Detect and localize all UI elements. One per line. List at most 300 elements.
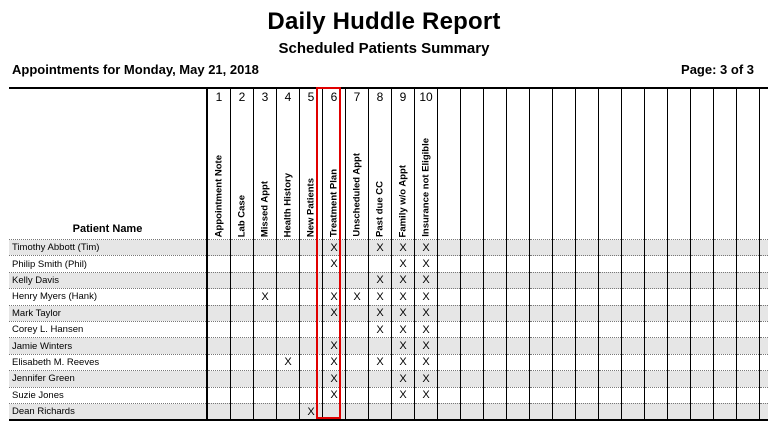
mark-cell xyxy=(254,240,277,256)
mark-cell xyxy=(231,289,254,305)
patient-name-header: Patient Name xyxy=(72,223,143,235)
empty-cell xyxy=(691,256,714,272)
empty-cell xyxy=(530,272,553,288)
empty-cell xyxy=(622,289,645,305)
empty-cell xyxy=(461,371,484,387)
empty-cell xyxy=(484,289,507,305)
mark-cell: X xyxy=(415,289,438,305)
column-number: 2 xyxy=(238,90,246,104)
patient-name-cell: Elisabeth M. Reeves xyxy=(9,354,207,370)
empty-cell xyxy=(760,354,768,370)
mark-cell xyxy=(207,338,231,354)
mark-cell xyxy=(277,371,300,387)
empty-cell xyxy=(691,272,714,288)
table-row xyxy=(9,354,768,370)
empty-cell xyxy=(599,387,622,403)
column-number: 1 xyxy=(215,90,223,104)
empty-cell xyxy=(714,272,737,288)
mark-cell: X xyxy=(392,305,415,321)
patient-name-cell: Philip Smith (Phil) xyxy=(9,256,207,272)
empty-cell xyxy=(714,321,737,337)
empty-cell xyxy=(461,256,484,272)
empty-cell xyxy=(737,256,760,272)
empty-cell xyxy=(645,256,668,272)
mark-cell xyxy=(254,321,277,337)
patient-name-cell: Corey L. Hansen xyxy=(9,321,207,337)
column-number: 4 xyxy=(284,90,292,104)
mark-cell xyxy=(207,256,231,272)
empty-cell xyxy=(645,305,668,321)
empty-column-header xyxy=(553,88,576,240)
mark-cell: X xyxy=(346,289,369,305)
mark-cell xyxy=(300,321,323,337)
empty-cell xyxy=(553,387,576,403)
empty-column-header xyxy=(507,88,530,240)
empty-cell xyxy=(576,240,599,256)
empty-cell xyxy=(760,387,768,403)
empty-cell xyxy=(691,338,714,354)
empty-cell xyxy=(668,289,691,305)
mark-cell xyxy=(346,256,369,272)
mark-cell: X xyxy=(323,354,346,370)
empty-cell xyxy=(668,240,691,256)
mark-cell xyxy=(254,305,277,321)
empty-cell xyxy=(737,321,760,337)
mark-cell: X xyxy=(392,240,415,256)
mark-cell xyxy=(346,403,369,420)
empty-column-header xyxy=(461,88,484,240)
empty-cell xyxy=(645,371,668,387)
mark-cell: X xyxy=(392,289,415,305)
mark-cell: X xyxy=(369,305,392,321)
empty-cell xyxy=(599,289,622,305)
empty-cell xyxy=(576,256,599,272)
mark-cell xyxy=(346,240,369,256)
empty-cell xyxy=(461,305,484,321)
patient-name-cell: Timothy Abbott (Tim) xyxy=(9,240,207,256)
empty-cell xyxy=(553,354,576,370)
empty-cell xyxy=(645,272,668,288)
empty-cell xyxy=(438,240,461,256)
mark-cell: X xyxy=(300,403,323,420)
empty-cell xyxy=(438,305,461,321)
empty-cell xyxy=(714,387,737,403)
empty-cell xyxy=(668,256,691,272)
empty-cell xyxy=(599,338,622,354)
empty-cell xyxy=(530,321,553,337)
empty-cell xyxy=(553,321,576,337)
empty-cell xyxy=(645,338,668,354)
empty-cell xyxy=(737,387,760,403)
column-header-2 xyxy=(231,88,254,240)
mark-cell xyxy=(300,338,323,354)
column-header-7 xyxy=(346,88,369,240)
empty-cell xyxy=(622,321,645,337)
empty-cell xyxy=(760,256,768,272)
mark-cell xyxy=(231,371,254,387)
column-label: Insurance not Eligible xyxy=(420,138,432,237)
mark-cell: X xyxy=(369,240,392,256)
empty-cell xyxy=(553,338,576,354)
report-title: Daily Huddle Report xyxy=(267,8,501,35)
table-row xyxy=(9,305,768,321)
patient-name-cell: Suzie Jones xyxy=(9,387,207,403)
mark-cell xyxy=(300,305,323,321)
empty-cell xyxy=(461,403,484,420)
empty-cell xyxy=(484,371,507,387)
empty-cell xyxy=(507,240,530,256)
empty-cell xyxy=(507,387,530,403)
empty-column-header xyxy=(599,88,622,240)
huddle-table xyxy=(9,87,768,421)
column-number: 10 xyxy=(419,90,433,104)
empty-cell xyxy=(760,289,768,305)
empty-cell xyxy=(645,403,668,420)
column-header-8 xyxy=(369,88,392,240)
mark-cell xyxy=(323,403,346,420)
mark-cell xyxy=(392,403,415,420)
mark-cell xyxy=(231,305,254,321)
patient-name-cell: Jennifer Green xyxy=(9,371,207,387)
table-row xyxy=(9,256,768,272)
empty-cell xyxy=(553,256,576,272)
empty-cell xyxy=(461,272,484,288)
mark-cell xyxy=(207,387,231,403)
empty-cell xyxy=(645,289,668,305)
column-label: New Patients xyxy=(305,177,317,237)
mark-cell xyxy=(346,371,369,387)
mark-cell xyxy=(346,321,369,337)
mark-cell: X xyxy=(369,272,392,288)
empty-cell xyxy=(714,305,737,321)
empty-cell xyxy=(507,354,530,370)
column-header-4 xyxy=(277,88,300,240)
empty-cell xyxy=(576,272,599,288)
mark-cell xyxy=(254,371,277,387)
empty-cell xyxy=(576,403,599,420)
empty-cell xyxy=(599,354,622,370)
mark-cell xyxy=(300,371,323,387)
empty-cell xyxy=(507,272,530,288)
empty-cell xyxy=(438,387,461,403)
table-row xyxy=(9,321,768,337)
column-header-5 xyxy=(300,88,323,240)
report-subtitle: Scheduled Patients Summary xyxy=(278,40,490,57)
empty-cell xyxy=(530,387,553,403)
empty-cell xyxy=(737,338,760,354)
mark-cell xyxy=(277,387,300,403)
mark-cell xyxy=(369,387,392,403)
empty-cell xyxy=(599,240,622,256)
mark-cell xyxy=(231,256,254,272)
empty-cell xyxy=(461,240,484,256)
mark-cell: X xyxy=(369,321,392,337)
mark-cell xyxy=(254,403,277,420)
empty-cell xyxy=(484,305,507,321)
mark-cell xyxy=(231,387,254,403)
empty-cell xyxy=(530,305,553,321)
empty-cell xyxy=(461,354,484,370)
mark-cell xyxy=(207,272,231,288)
mark-cell xyxy=(415,403,438,420)
column-number: 3 xyxy=(261,90,269,104)
mark-cell xyxy=(254,354,277,370)
mark-cell: X xyxy=(392,272,415,288)
empty-column-header xyxy=(438,88,461,240)
mark-cell: X xyxy=(415,387,438,403)
table-row xyxy=(9,371,768,387)
empty-cell xyxy=(576,305,599,321)
empty-cell xyxy=(530,371,553,387)
empty-cell xyxy=(714,371,737,387)
mark-cell xyxy=(369,338,392,354)
mark-cell xyxy=(231,321,254,337)
empty-cell xyxy=(691,289,714,305)
mark-cell: X xyxy=(323,289,346,305)
column-number: 9 xyxy=(399,90,407,104)
mark-cell xyxy=(300,240,323,256)
mark-cell xyxy=(254,256,277,272)
mark-cell xyxy=(346,338,369,354)
mark-cell xyxy=(207,321,231,337)
empty-cell xyxy=(737,240,760,256)
empty-cell xyxy=(553,305,576,321)
empty-cell xyxy=(737,272,760,288)
empty-cell xyxy=(668,305,691,321)
mark-cell: X xyxy=(392,321,415,337)
empty-cell xyxy=(438,289,461,305)
mark-cell xyxy=(346,272,369,288)
empty-column-header xyxy=(484,88,507,240)
mark-cell xyxy=(277,338,300,354)
empty-cell xyxy=(576,338,599,354)
empty-column-header xyxy=(645,88,668,240)
column-header-6 xyxy=(323,88,346,240)
empty-cell xyxy=(622,371,645,387)
mark-cell: X xyxy=(323,338,346,354)
empty-cell xyxy=(553,289,576,305)
table-row xyxy=(9,387,768,403)
column-label: Past due CC xyxy=(374,181,386,237)
empty-cell xyxy=(760,321,768,337)
empty-cell xyxy=(553,371,576,387)
mark-cell xyxy=(346,305,369,321)
empty-cell xyxy=(530,289,553,305)
mark-cell xyxy=(277,272,300,288)
empty-cell xyxy=(714,354,737,370)
empty-cell xyxy=(484,272,507,288)
mark-cell xyxy=(369,256,392,272)
mark-cell xyxy=(369,371,392,387)
empty-cell xyxy=(737,305,760,321)
mark-cell: X xyxy=(392,387,415,403)
empty-cell xyxy=(438,272,461,288)
empty-cell xyxy=(438,371,461,387)
column-header-10 xyxy=(415,88,438,240)
mark-cell: X xyxy=(323,371,346,387)
mark-cell xyxy=(254,338,277,354)
empty-cell xyxy=(691,371,714,387)
patient-name-cell: Jamie Winters xyxy=(9,338,207,354)
empty-cell xyxy=(737,289,760,305)
mark-cell xyxy=(207,240,231,256)
empty-cell xyxy=(484,256,507,272)
empty-cell xyxy=(691,403,714,420)
mark-cell xyxy=(207,289,231,305)
empty-cell xyxy=(461,321,484,337)
empty-cell xyxy=(760,371,768,387)
empty-cell xyxy=(438,256,461,272)
empty-cell xyxy=(530,256,553,272)
empty-cell xyxy=(507,289,530,305)
empty-cell xyxy=(576,371,599,387)
empty-cell xyxy=(576,289,599,305)
column-number: 8 xyxy=(376,90,384,104)
empty-cell xyxy=(714,403,737,420)
empty-column-header xyxy=(576,88,599,240)
empty-column-header xyxy=(530,88,553,240)
mark-cell xyxy=(231,354,254,370)
mark-cell xyxy=(207,354,231,370)
mark-cell xyxy=(300,354,323,370)
empty-cell xyxy=(645,354,668,370)
empty-cell xyxy=(622,387,645,403)
empty-cell xyxy=(714,240,737,256)
empty-cell xyxy=(599,321,622,337)
empty-cell xyxy=(599,305,622,321)
column-number: 5 xyxy=(307,90,315,104)
empty-column-header xyxy=(622,88,645,240)
empty-cell xyxy=(668,371,691,387)
mark-cell: X xyxy=(392,354,415,370)
column-label: Lab Case xyxy=(236,194,248,237)
patient-name-cell: Kelly Davis xyxy=(9,272,207,288)
empty-cell xyxy=(668,387,691,403)
mark-cell: X xyxy=(323,305,346,321)
patient-name-cell: Mark Taylor xyxy=(9,305,207,321)
table-row xyxy=(9,338,768,354)
empty-cell xyxy=(622,305,645,321)
mark-cell xyxy=(323,272,346,288)
empty-cell xyxy=(507,338,530,354)
mark-cell: X xyxy=(392,371,415,387)
mark-cell xyxy=(277,240,300,256)
patient-name-cell: Henry Myers (Hank) xyxy=(9,289,207,305)
empty-cell xyxy=(599,256,622,272)
column-label: Appointment Note xyxy=(213,154,225,237)
empty-cell xyxy=(484,387,507,403)
empty-column-header xyxy=(737,88,760,240)
mark-cell: X xyxy=(415,256,438,272)
mark-cell xyxy=(254,387,277,403)
empty-cell xyxy=(461,289,484,305)
mark-cell xyxy=(231,403,254,420)
column-header-9 xyxy=(392,88,415,240)
mark-cell: X xyxy=(392,338,415,354)
empty-cell xyxy=(737,403,760,420)
empty-cell xyxy=(760,338,768,354)
empty-cell xyxy=(714,289,737,305)
mark-cell xyxy=(277,321,300,337)
mark-cell xyxy=(369,403,392,420)
mark-cell xyxy=(207,371,231,387)
empty-cell xyxy=(668,403,691,420)
column-number: 7 xyxy=(353,90,361,104)
mark-cell xyxy=(231,338,254,354)
table-body xyxy=(9,240,768,421)
empty-cell xyxy=(622,338,645,354)
table-row xyxy=(9,272,768,288)
column-label: Family w/o Appt xyxy=(397,164,409,237)
empty-cell xyxy=(645,321,668,337)
mark-cell xyxy=(300,289,323,305)
column-label: Missed Appt xyxy=(259,180,271,237)
empty-cell xyxy=(691,321,714,337)
empty-cell xyxy=(622,272,645,288)
empty-cell xyxy=(691,354,714,370)
empty-cell xyxy=(438,403,461,420)
mark-cell xyxy=(207,305,231,321)
mark-cell: X xyxy=(392,256,415,272)
empty-cell xyxy=(760,305,768,321)
empty-cell xyxy=(714,256,737,272)
mark-cell xyxy=(323,321,346,337)
column-label: Treatment Plan xyxy=(328,168,340,237)
empty-cell xyxy=(737,371,760,387)
empty-cell xyxy=(553,403,576,420)
mark-cell: X xyxy=(323,240,346,256)
mark-cell xyxy=(346,387,369,403)
column-label: Health History xyxy=(282,172,294,237)
mark-cell: X xyxy=(415,338,438,354)
mark-cell: X xyxy=(369,289,392,305)
empty-column-header xyxy=(760,88,768,240)
empty-cell xyxy=(645,240,668,256)
empty-cell xyxy=(599,371,622,387)
empty-cell xyxy=(507,256,530,272)
empty-cell xyxy=(760,403,768,420)
page-number-label: Page: 3 of 3 xyxy=(681,62,754,77)
empty-cell xyxy=(668,354,691,370)
column-label: Unscheduled Appt xyxy=(351,153,363,237)
empty-cell xyxy=(760,240,768,256)
empty-cell xyxy=(691,387,714,403)
empty-cell xyxy=(507,305,530,321)
mark-cell xyxy=(300,272,323,288)
mark-cell: X xyxy=(415,272,438,288)
empty-cell xyxy=(668,338,691,354)
mark-cell xyxy=(300,387,323,403)
empty-cell xyxy=(576,387,599,403)
mark-cell xyxy=(277,305,300,321)
empty-cell xyxy=(530,403,553,420)
empty-cell xyxy=(622,354,645,370)
empty-cell xyxy=(622,240,645,256)
empty-cell xyxy=(553,272,576,288)
mark-cell xyxy=(346,354,369,370)
empty-cell xyxy=(507,371,530,387)
empty-cell xyxy=(599,403,622,420)
empty-cell xyxy=(553,240,576,256)
mark-cell xyxy=(277,403,300,420)
empty-cell xyxy=(530,240,553,256)
empty-cell xyxy=(668,321,691,337)
empty-cell xyxy=(438,338,461,354)
mark-cell: X xyxy=(415,354,438,370)
mark-cell xyxy=(300,256,323,272)
column-header-1 xyxy=(207,88,231,240)
empty-cell xyxy=(438,354,461,370)
